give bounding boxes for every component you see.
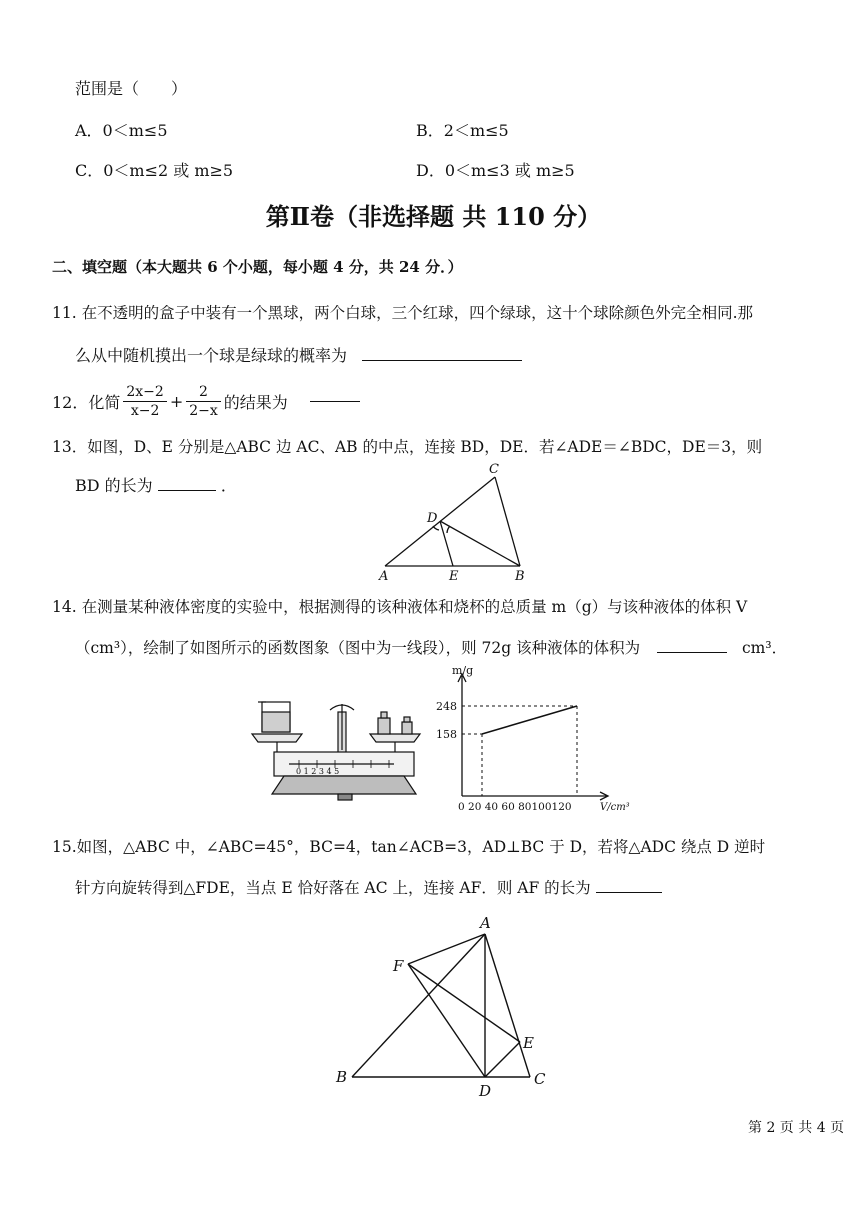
graph-segment <box>482 706 577 734</box>
q10-option-c: C．0＜m≤2 或 m≥5 <box>75 161 234 180</box>
q12-suffix: 的结果为 <box>223 392 288 412</box>
q15-label-f: F <box>393 957 404 975</box>
q12-frac1-denominator: x−2 <box>130 402 160 419</box>
graph-xticks: 0 20 40 60 80100120 <box>458 801 572 813</box>
q15-label-a: A <box>480 914 491 932</box>
q12-plus: + <box>169 391 184 411</box>
q12-line <box>52 378 360 424</box>
q14-line2 <box>75 636 787 658</box>
left-pan <box>252 734 302 742</box>
part2-heading: 二、填空题（本大题共 6 个小题，每小题 4 分，共 24 分．） <box>52 258 463 276</box>
q13-label-c: C <box>489 462 499 477</box>
graph-ylabel: m/g <box>452 664 474 677</box>
weight-small <box>402 722 412 734</box>
q13-segment-bd <box>440 521 520 566</box>
q10-option-d: D．0＜m≤3 或 m≥5 <box>416 161 575 180</box>
q12-answer-blank <box>310 401 360 402</box>
q15-segment-ab <box>352 934 485 1077</box>
q15-label-e: E <box>523 1034 534 1052</box>
q12-frac1-numerator: 2x−2 <box>123 383 166 402</box>
q10-option-b: B．2＜m≤5 <box>416 121 509 140</box>
q14-line1: 14. 在测量某种液体密度的实验中，根据测得的该种液体和烧杯的总质量 m（g）与该种液体的体积 V <box>52 598 748 616</box>
q13-answer-blank <box>158 490 216 491</box>
q15-label-c: C <box>534 1070 546 1088</box>
q13-label-a: A <box>379 569 389 584</box>
q11-text: 么从中随机摸出一个球是绿球的概率为 <box>75 346 348 365</box>
q13-label-e: E <box>449 569 459 584</box>
page-footer: 第 2 页 共 4 页 <box>748 1120 845 1136</box>
q15-label-d: D <box>479 1082 492 1100</box>
q14-balance-illustration <box>244 690 444 805</box>
balance-base <box>272 776 416 794</box>
q13-line1: 13．如图，D、E 分别是△ABC 边 AC、AB 的中点，连接 BD，DE．若∠ADE＝∠BDC，DE＝3，则 <box>52 438 763 456</box>
q15-rotation-figure <box>330 912 560 1102</box>
q12-fraction-2 <box>186 383 221 420</box>
q15-segment-af <box>408 934 485 964</box>
q15-line2 <box>75 876 662 898</box>
q11-line1: 11. 在不透明的盒子中装有一个黑球，两个白球，三个红球，四个绿球，这十个球除颜色外完全相同.那 <box>52 304 754 322</box>
q14-answer-blank <box>657 652 727 653</box>
q13-label-d: D <box>427 511 438 526</box>
graph-xlabel: V/cm³ <box>600 802 630 813</box>
q14-text: （cm³），绘制了如图所示的函数图象（图中为一线段），则 72g 该种液体的体积为 <box>75 639 641 657</box>
q10-option-a: A．0＜m≤5 <box>75 121 168 140</box>
q13-text: BD 的长为 <box>75 476 153 495</box>
q12-fraction-1 <box>123 383 166 420</box>
graph-ytick-248: 248 <box>436 700 457 713</box>
q11-answer-blank <box>362 360 522 361</box>
q15-text: 针方向旋转得到△FDE，当点 E 恰好落在 AC 上，连接 AF．则 AF 的长为 <box>75 879 591 897</box>
q15-answer-blank <box>596 892 662 893</box>
section-title: 第Ⅱ卷（非选择题 共 110 分） <box>265 202 602 231</box>
q13-triangle-figure <box>375 462 535 584</box>
q12-frac2-denominator: 2−x <box>189 402 218 419</box>
q13-label-b: B <box>515 569 525 584</box>
graph-ytick-158: 158 <box>436 728 457 741</box>
q12-frac2-numerator: 2 <box>186 383 221 402</box>
q15-segment-fd <box>408 964 485 1077</box>
q13-period: ． <box>220 476 237 495</box>
q14-mass-volume-graph <box>432 664 647 814</box>
scale-numbers: 0 1 2 3 4 5 <box>296 767 340 776</box>
q15-segment-de <box>485 1042 520 1077</box>
q10-tail: 范围是（ ） <box>75 79 188 98</box>
q12-prefix: 12．化简 <box>52 392 121 412</box>
q11-line2 <box>75 343 522 366</box>
q13-angle-mark-bdc <box>447 526 450 533</box>
weight-large <box>378 718 390 734</box>
q15-line1: 15.如图，△ABC 中，∠ABC=45°，BC=4，tan∠ACB=3，AD⊥BC 于 D，若将△ADC 绕点 D 逆时 <box>52 838 766 856</box>
q15-label-b: B <box>336 1068 348 1086</box>
q14-unit: cm³． <box>741 639 788 657</box>
q13-line2 <box>75 473 237 496</box>
q13-segment-cb <box>495 477 520 566</box>
q15-segment-fe <box>408 964 520 1042</box>
beaker-liquid <box>262 712 290 732</box>
right-pan <box>370 734 420 742</box>
q15-segment-ac <box>485 934 530 1077</box>
q13-angle-mark-ade <box>433 526 439 530</box>
